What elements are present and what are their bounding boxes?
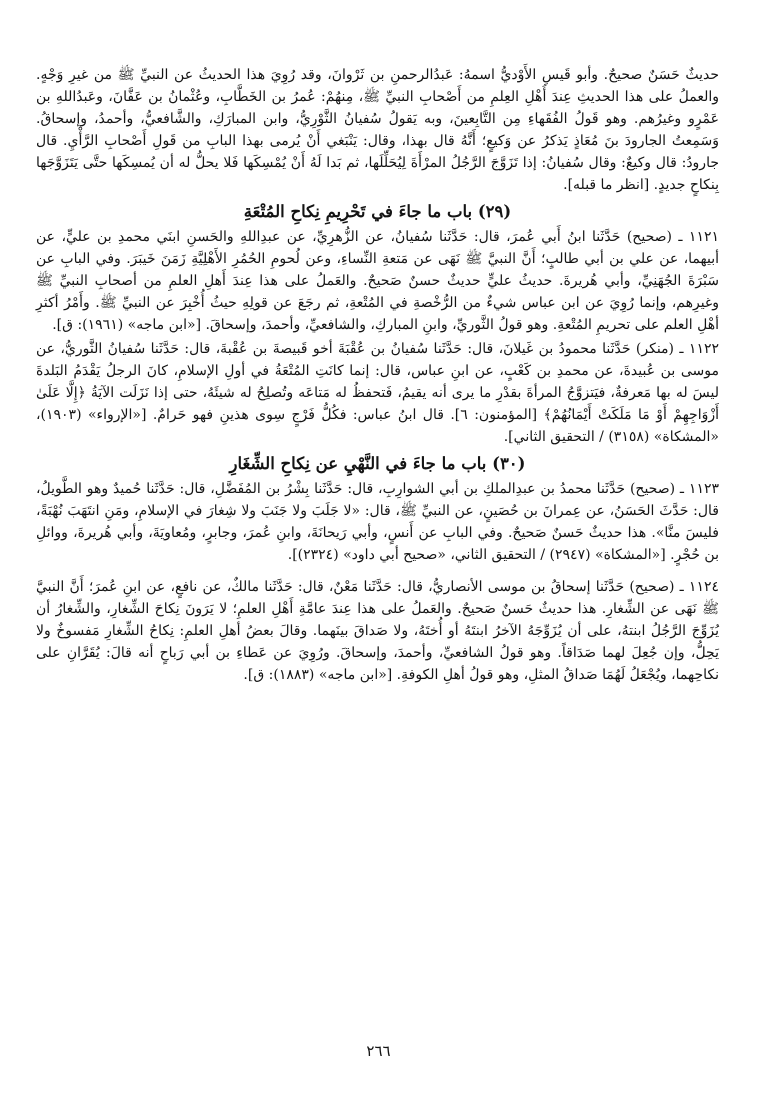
page-text [36,64,719,686]
hadith-1124: ١١٢٤ ـ (صحيح) حَدَّثَنا إسحاقُ بن موسى الأنصاريُّ، قال: حَدَّثَنا مَعْنٌ، قال: حَدَّثَنا مالكٌ، عن نافعٍ، عن ابنِ عُمرَ؛ أَنَّ النبيَّ ﷺ نَهَى عن الشِّغارِ. هذا حديثٌ حَسنٌ صَحيحٌ. والعَملُ على هذا عِندَ عامَّةِ أَهْلِ العلمِ؛ لا يَرَونَ نِكاحَ الشِّغارِ، والشِّغارُ أن يُزَوِّجَ الرَّجُلُ ابنتهُ، على أن يُزَوِّجَهُ الآخرُ ابنتَهُ أو أُختَهُ، ولا صَداقَ بينَهما. وقالَ بعضُ أهلِ العلمِ: نِكاحُ الشِّغارِ مَفسوخٌ ولا يَحِلُّ، وإن جُعِلَ لهما صَدَاقاً. وهو قولُ الشافعيِّ، وأحمدَ، وإسحاقَ. ورُوِيَ عن عَطاءِ بن أبي رَباحٍ أنه قالَ: يُقَرَّانِ على نكاحِهما، ويُجْعَلُ لَهُمَا صَداقُ المثلِ، وهو قولُ أهلِ الكوفةِ. [«ابن ماجه» (١٨٨٣): ق]. [36,579,719,683]
hadith-1122: ١١٢٢ ـ (منكر) حَدَّثَنا محمودُ بن غَيلانَ، قال: حَدَّثَنا سُفيانُ بن عُقْبَةَ أخو قَبيصةَ بن عُقْبةَ، قال: حَدَّثَنا سُفيانُ الثَّوريُّ، عن موسى بن عُبيدةَ، عن محمدِ بن كَعْبٍ، عن ابنِ عباس، قال: إنما كانَتِ المُتْعَةُ في أولِ الإسلامِ، كانَ الرجلُ يَقْدَمُ البَلدةَ ليسَ له بها مَعرفةٌ، فيَتزوَّجُ المرأةَ بقدْرِ ما يرى أنه يقيمُ، فَتحفظُ له مَتاعَه وتُصلِحُ له شيئَهُ، حتى إذا نَزَلَت الآيَةُ ﴿إِلَّا عَلَىٰ أَزْوَاجِهِمْ أَوْ مَا مَلَكَتْ أَيْمَانُهُمْ﴾ [المؤمنون: ٦]. قال ابنُ عباس: فكُلُّ فَرْجٍ سِوى هذينِ فهو حَرامٌ. [«الإرواء» (١٩٠٣)، «المشكاة» (٣١٥٨) / التحقيق الثاني]. [36,341,719,445]
paragraph-intro: حديثٌ حَسَنٌ صحيحٌ. وأبو قَيسِ الأَوْديُّ اسمهُ: عَبدُالرحمنِ بن ثَرْوانَ، وقد رُوِيَ هذا الحديثُ عن النبيِّ ﷺ من غيرِ وَجْهٍ. والعملُ على هذا الحديثِ عِندَ أَهْلِ العِلمِ من أَصْحابِ النبيِّ ﷺ، مِنهُمْ: عُمرُ بن الخَطَّابِ، وعُثْمانُ بن عَفَّانَ، وعَبدُاللهِ بن عَمْرٍو وغيرُهم. وهو قَولُ الفُقَهاءِ مِن التَّابِعينَ، وبه يَقولُ سُفيانُ الثَّوْرِيُّ، وابن المبارَكِ، والشَّافعيُّ، وأحمدُ، وإسحاقُ. وَسَمِعتُ الجارودَ بنَ مُعَاذٍ يَذكرُ عن وَكيعٍ؛ أَنَّهُ قال بهذا، وقال: يَنْبَغي أَنْ يُرمى بهذا البابِ من قَولِ أَصْحابِ الرَّأْيِ. قال جارودُ: قال وكيعٌ: وقال سُفيانُ: إذا تَزَوَّجَ الرَّجُلُ المرْأَةَ لِيُحَلِّلَها، ثم بَدا لَهُ أَنْ يُمْسِكَها فَلا يحلُّ له أن يُمسِكَها حتَّى يَتَزَوَّجَها بِنكاحٍ جديدٍ. [انظر ما قبله]. [36,67,719,193]
chapter-heading-29: (٢٩) باب ما جاءَ في تَحْرِيمِ نِكاحِ المُتْعَةِ [243,202,512,221]
chapter-heading-30: (٣٠) باب ما جاءَ في النَّهْيِ عن نِكاحِ الشِّغَارِ [229,454,526,473]
hadith-1121: ١١٢١ ـ (صحيح) حَدَّثَنا ابنُ أَبي عُمرَ، قال: حَدَّثَنا سُفيانُ، عن الزُّهرِيِّ، عن عبدِاللهِ والحَسنِ ابنَي محمدِ بن عليٍّ، عن أبيهما، عن علي بن أبي طالبٍ؛ أَنَّ النبيَّ ﷺ نَهَى عن مَتعةِ النِّساءِ، وعن لُحومِ الحُمُرِ الأَهْلِيَّةِ زَمَنَ خَيبَرَ. وفي البابِ عن سَبْرَةَ الجُهَنِيِّ، وأبي هُريرةَ. حديثُ عليٍّ حديثٌ حسنٌ صَحيحٌ. والعَملُ على هذا عِندَ أَهلِ العلمِ من أصحابِ النبيِّ ﷺ وغيرِهم، وإنما رُوِيَ عن ابن عباس شيءٌ من الرُّخْصةِ في المُتْعةِ، ثم رجَعَ عن قولِهِ حيثُ أُخْبِرَ عن النبيِّ ﷺ. وأَمْرُ أكثرِ أهْلِ العلم على تحريمِ المُتْعةِ. وهو قولُ الثَّوريِّ، وابنِ المباركِ، والشافعيِّ، وأحمدَ، وإسحاقَ. [«ابن ماجه» (١٩٦١): ق]. [36,229,719,333]
page-number: ٢٦٦ [366,1042,391,1060]
hadith-1123: ١١٢٣ ـ (صحيح) حَدَّثَنا محمدُ بن عبدِالملكِ بن أبي الشوارِبِ، قال: حَدَّثَنا بِشْرُ بن المُفَضَّلِ، قال: حَدَّثَنا حُميدٌ وهو الطَّويلُ، قال: حَدَّثَ الحَسَنُ، عن عِمرانَ بن حُصَينٍ، عن النبيِّ ﷺ، قال: «لا جَلَبَ ولا جَنَبَ ولا شِغارَ في الإسلامِ، ومَنِ انتَهَبَ نُهْبَةً، فليسَ منَّا». هذا حديثٌ حَسنٌ صَحيحٌ. وفي البابِ عن أَنسٍ، وأبي رَيحانَةَ، وابنِ عُمرَ، وجابرٍ، ومُعاويَةَ، وأبي هُريرةَ، ووائلِ بن حُجْرٍ. [«المشكاة» (٢٩٤٧) / التحقيق الثاني، «صحيح أبي داود» (٢٣٢٤)]. [36,481,719,563]
